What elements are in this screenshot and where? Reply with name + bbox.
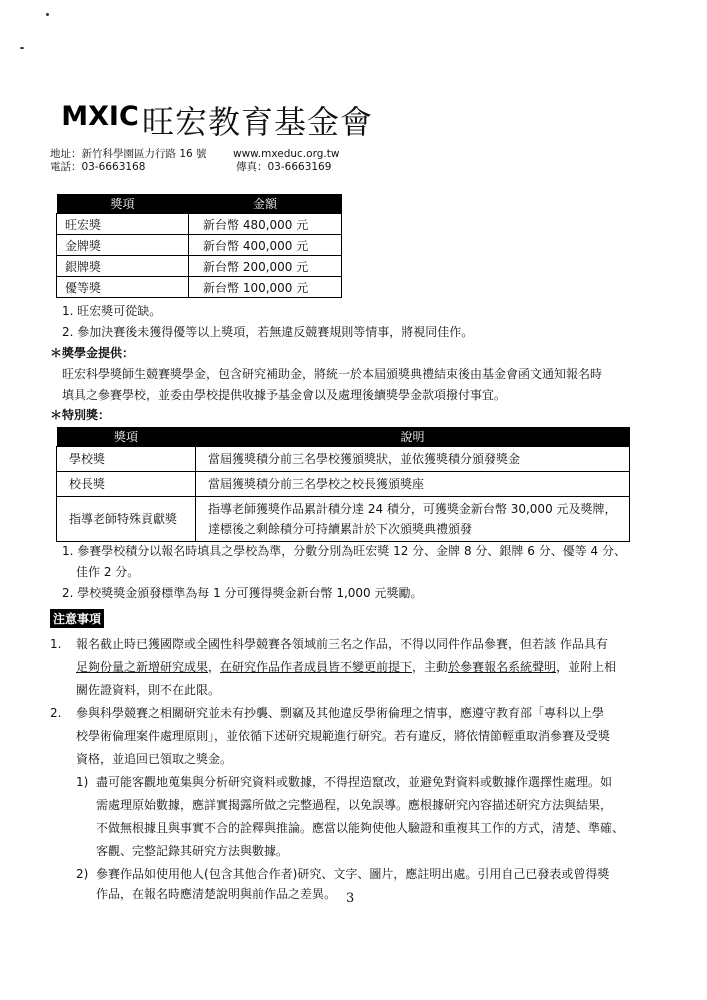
special-note-1a: 1. 參賽學校積分以報名時填具之學校為準，分數分別為旺宏獎 12 分、金牌 8 分、銀牌 6 分、優等 4 分、: [62, 544, 626, 558]
special-header-row: [57, 427, 630, 447]
scholarship-line-2: 填具之參賽學校，並委由學校提供收據予基金會以及處理後續獎學金款項撥付事宜。: [62, 388, 507, 402]
scan-speck: [46, 13, 49, 16]
logo-text: MXIC: [61, 101, 139, 132]
special-note-1b: 佳作 2 分。: [76, 565, 140, 579]
awards-header-row: [57, 194, 342, 214]
special-award-name: 指導老師特殊貢獻獎: [57, 497, 196, 542]
table-row: [57, 256, 342, 277]
special-award-desc: 當屆獲獎積分前三名學校之校長獲頒獎座: [196, 472, 630, 497]
notice-1-line-1: 報名截止時已獲國際或全國性科學競賽各領域前三名之作品，不得以同件作品參賽，但若該 作品具有: [76, 637, 608, 651]
notice-1-line-2: [76, 657, 616, 677]
sub-1-line-3: 不做無根據且與事實不合的詮釋與推論。應當以能夠使他人驗證和重複其工作的方式，清楚、準確、: [96, 821, 625, 835]
contact-left: [50, 148, 207, 174]
special-header-desc: 說明: [196, 427, 630, 447]
award-name: 優等獎: [57, 277, 189, 298]
awards-table: [56, 194, 342, 298]
sub-2-num: 2): [76, 867, 89, 881]
sub-1-line-2: 需處理原始數據，應詳實揭露所做之完整過程，以免誤導。應根據研究內容描述研究方法與結果，: [96, 798, 613, 812]
table-row: [57, 235, 342, 256]
notice-2-line-2: 校學術倫理案件處理原則」，並依循下述研究規範進行研究。若有違反，將依情節輕重取消參賽及受獎: [76, 729, 611, 743]
notice-title: 注意事項: [50, 609, 104, 628]
special-title: ＊特別獎：: [50, 408, 111, 422]
contact-right: [233, 148, 339, 174]
sub-1-line-1: 盡可能客觀地蒐集與分析研究資料或數據，不得捏造竄改，並避免對資料或數據作選擇性處理。如: [96, 775, 613, 789]
notice-2-line-1: 參與科學競賽之相關研究並未有抄襲、剽竊及其他違反學術倫理之情事，應遵守教育部「專科以上學: [76, 706, 605, 720]
award-amount: 新台幣 100,000 元: [189, 277, 342, 298]
address: 地址：新竹科學園區力行路 16 號: [50, 148, 207, 160]
page-number: 3: [346, 891, 355, 906]
special-note-2: 2. 學校獎獎金頒發標準為每 1 分可獲得獎金新台幣 1,000 元獎勵。: [62, 586, 423, 600]
phone: 電話：03-6663168: [50, 161, 146, 173]
fax: 傳真：03-6663169: [236, 161, 332, 173]
notice-2-num: 2.: [50, 706, 62, 720]
sub-1-line-4: 客觀、完整記錄其研究方法與數據。: [96, 844, 289, 858]
notice-1-line-3: 關佐證資料，則不在此限。: [76, 683, 221, 697]
notice-1-underline-3: 於參賽報名系統聲明: [448, 660, 557, 674]
notice-1-underline-2: 在研究作品作者成員皆不變更前提下: [220, 660, 413, 674]
notice-1-num: 1.: [50, 637, 62, 651]
scholarship-title: ＊獎學金提供：: [50, 346, 135, 360]
awards-header-amount: 金額: [189, 194, 342, 214]
award-name: 旺宏獎: [57, 214, 189, 235]
mxic-logo: [60, 98, 140, 132]
sub-2-line-2: 作品，在報名時應清楚說明與前作品之差異。: [96, 887, 337, 901]
table-row: [57, 214, 342, 235]
notice-1-text-2: ，主動: [412, 660, 449, 674]
award-name: 銀牌獎: [57, 256, 189, 277]
org-name: 旺宏教育基金會: [142, 103, 374, 141]
special-award-desc: 當屆獲獎積分前三名學校獲頒獎狀，並依獲獎積分頒發獎金: [196, 447, 630, 472]
sub-1-num: 1): [76, 775, 89, 789]
table-row: [57, 447, 630, 472]
table-row: [57, 277, 342, 298]
notice-1-text-3: ，並附上相: [556, 660, 617, 674]
special-award-desc: 指導老師獲獎作品累計積分達 24 積分，可獲獎金新台幣 30,000 元及獎牌，達標後之剩餘積分可持續累計於下次頒獎典禮頒發: [196, 497, 630, 542]
award-amount: 新台幣 400,000 元: [189, 235, 342, 256]
table-row: [57, 472, 630, 497]
special-header-award: 獎項: [57, 427, 196, 447]
notice-1-text-1: ，: [208, 660, 221, 674]
notice-2-line-3: 資格，並追回已領取之獎金。: [76, 752, 233, 766]
special-award-name: 學校獎: [57, 447, 196, 472]
award-note-2: 2. 參加決賽後未獲得優等以上獎項，若無違反競賽規則等情事，將視同佳作。: [62, 325, 474, 339]
award-note-1: 1. 旺宏獎可從缺。: [62, 304, 162, 318]
special-award-name: 校長獎: [57, 472, 196, 497]
award-amount: 新台幣 480,000 元: [189, 214, 342, 235]
website: www.mxeduc.org.tw: [233, 148, 340, 160]
scan-speck: [20, 47, 24, 49]
notice-1-underline-1: 足夠份量之新增研究成果: [76, 660, 209, 674]
awards-header-award: 獎項: [57, 194, 189, 214]
award-amount: 新台幣 200,000 元: [189, 256, 342, 277]
special-awards-table: [56, 427, 630, 542]
scholarship-line-1: 旺宏科學獎師生競賽獎學金，包含研究補助金，將統一於本屆頒獎典禮結束後由基金會函文通知報名時: [62, 367, 603, 381]
table-row: [57, 497, 630, 542]
award-name: 金牌獎: [57, 235, 189, 256]
sub-2-line-1: 參賽作品如使用他人(包含其他合作者)研究、文字、圖片，應註明出處。引用自己已發表或曾得獎: [96, 867, 610, 881]
